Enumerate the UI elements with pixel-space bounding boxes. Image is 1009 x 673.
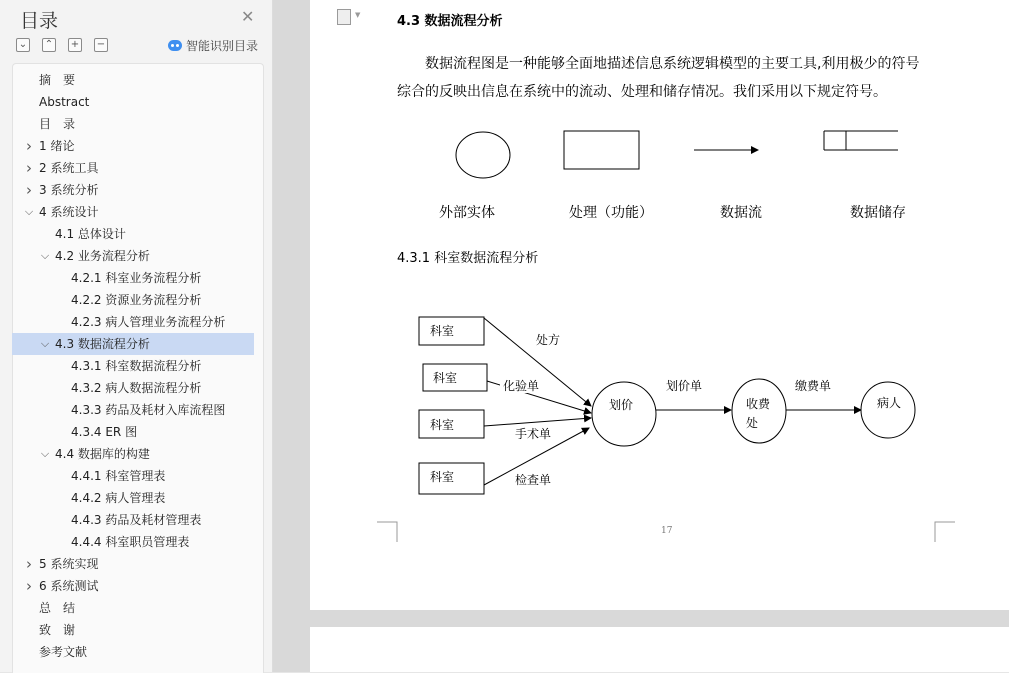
paragraph-line: 综合的反映出信息在系统中的流动、处理和储存情况。我们采用以下规定符号。 xyxy=(397,84,887,100)
toc-item-label: 4.4.1 科室管理表 xyxy=(71,469,166,483)
pricing-label: 划价 xyxy=(609,398,634,412)
flow-label-exam-order: 检查单 xyxy=(515,473,552,487)
dept-label-2: 科室 xyxy=(433,371,458,385)
data-store-symbol xyxy=(824,131,898,150)
toc-item-label: 4.2.1 科室业务流程分析 xyxy=(71,271,202,285)
toc-item-label: 目 录 xyxy=(39,117,76,131)
symbol-label-process: 处理（功能） xyxy=(569,205,653,221)
expand-all-icon[interactable]: ⌄ xyxy=(16,38,30,52)
toc-item-label: 4.2.3 病人管理业务流程分析 xyxy=(71,315,226,329)
toc-item-label: 4.3.2 病人数据流程分析 xyxy=(71,381,202,395)
page-number: 17 xyxy=(661,526,673,536)
flow-label-prescription: 处方 xyxy=(536,333,561,347)
chevron-right-icon[interactable]: › xyxy=(26,159,32,177)
flow-label-lab-order: 化验单 xyxy=(503,379,540,393)
toc-item-label: 4.4.2 病人管理表 xyxy=(71,491,166,505)
sidebar-title: 目录 xyxy=(20,10,59,32)
chevron-down-icon[interactable]: ⌵ xyxy=(40,249,50,262)
cashier-process xyxy=(732,379,786,443)
chevron-right-icon[interactable]: › xyxy=(26,181,32,199)
chevron-right-icon[interactable]: › xyxy=(26,577,32,595)
remove-heading-icon[interactable]: − xyxy=(94,38,108,52)
pricing-process xyxy=(592,382,656,446)
toc-item-label: 1 绪论 xyxy=(39,139,75,153)
toc-item-label: 4.2.2 资源业务流程分析 xyxy=(71,293,202,307)
patient-label: 病人 xyxy=(877,396,902,410)
toc-item-label: 摘 要 xyxy=(39,73,76,87)
subsection-heading: 4.3.1 科室数据流程分析 xyxy=(397,251,539,266)
ai-toc-label: 智能识别目录 xyxy=(186,39,259,53)
symbol-label-data-store: 数据储存 xyxy=(850,205,906,221)
toc-item-label: 4.3 数据流程分析 xyxy=(55,337,150,351)
toc-item-label: 4.3.4 ER 图 xyxy=(71,425,138,439)
toc-item-label: 参考文献 xyxy=(39,645,88,659)
flow-label-pricing-order: 划价单 xyxy=(666,379,703,393)
flow-surgery-line xyxy=(484,418,591,426)
close-icon[interactable]: ✕ xyxy=(241,7,255,26)
toc-item-label: 2 系统工具 xyxy=(39,161,99,175)
patient-entity xyxy=(861,382,915,438)
dept-label-4: 科室 xyxy=(430,470,455,484)
paragraph-line: 数据流程图是一种能够全面地描述信息系统逻辑模型的主要工具,利用极少的符号 xyxy=(425,56,920,72)
toc-item-label: 4.3.1 科室数据流程分析 xyxy=(71,359,202,373)
add-heading-icon[interactable]: + xyxy=(68,38,82,52)
cashier-label-line2: 处 xyxy=(746,416,759,430)
chevron-right-icon[interactable]: › xyxy=(26,555,32,573)
flow-label-surgery-order: 手术单 xyxy=(515,427,552,441)
section-heading: 4.3 数据流程分析 xyxy=(397,14,503,29)
dept-label-3: 科室 xyxy=(430,418,455,432)
dept-label-1: 科室 xyxy=(430,324,455,338)
collapse-all-icon[interactable]: ⌃ xyxy=(42,38,56,52)
toc-item-label: 4.4.3 药品及耗材管理表 xyxy=(71,513,202,527)
symbol-label-external-entity: 外部实体 xyxy=(439,205,495,221)
chevron-down-icon[interactable]: ▼ xyxy=(355,11,361,19)
chevron-down-icon[interactable]: ⌵ xyxy=(24,205,34,218)
toc-item-label: 6 系统测试 xyxy=(39,579,99,593)
chevron-down-icon[interactable]: ⌵ xyxy=(40,337,50,350)
toc-item-label: Abstract xyxy=(39,95,90,109)
chevron-down-icon[interactable]: ⌵ xyxy=(40,447,50,460)
symbol-label-data-flow: 数据流 xyxy=(720,205,762,221)
crop-mark-left xyxy=(377,522,397,542)
flow-label-payment-order: 缴费单 xyxy=(795,379,832,393)
chevron-right-icon[interactable]: › xyxy=(26,137,32,155)
process-symbol xyxy=(564,131,639,169)
toc-item-label: 5 系统实现 xyxy=(39,557,99,571)
toc-item-label: 4 系统设计 xyxy=(39,205,99,219)
toc-item-label: 致 谢 xyxy=(39,623,76,637)
external-entity-symbol xyxy=(456,132,510,178)
toc-item-label: 4.3.3 药品及耗材入库流程图 xyxy=(71,403,226,417)
cashier-label-line1: 收费 xyxy=(746,397,771,411)
toc-item-label: 总 结 xyxy=(39,601,76,615)
toc-item-label: 4.4 数据库的构建 xyxy=(55,447,150,461)
toc-item-label: 4.1 总体设计 xyxy=(55,227,126,241)
toc-item-label: 3 系统分析 xyxy=(39,183,99,197)
toc-item-label: 4.2 业务流程分析 xyxy=(55,249,150,263)
crop-mark-right xyxy=(935,522,955,542)
toc-item-label: 4.4.4 科室职员管理表 xyxy=(71,535,190,549)
